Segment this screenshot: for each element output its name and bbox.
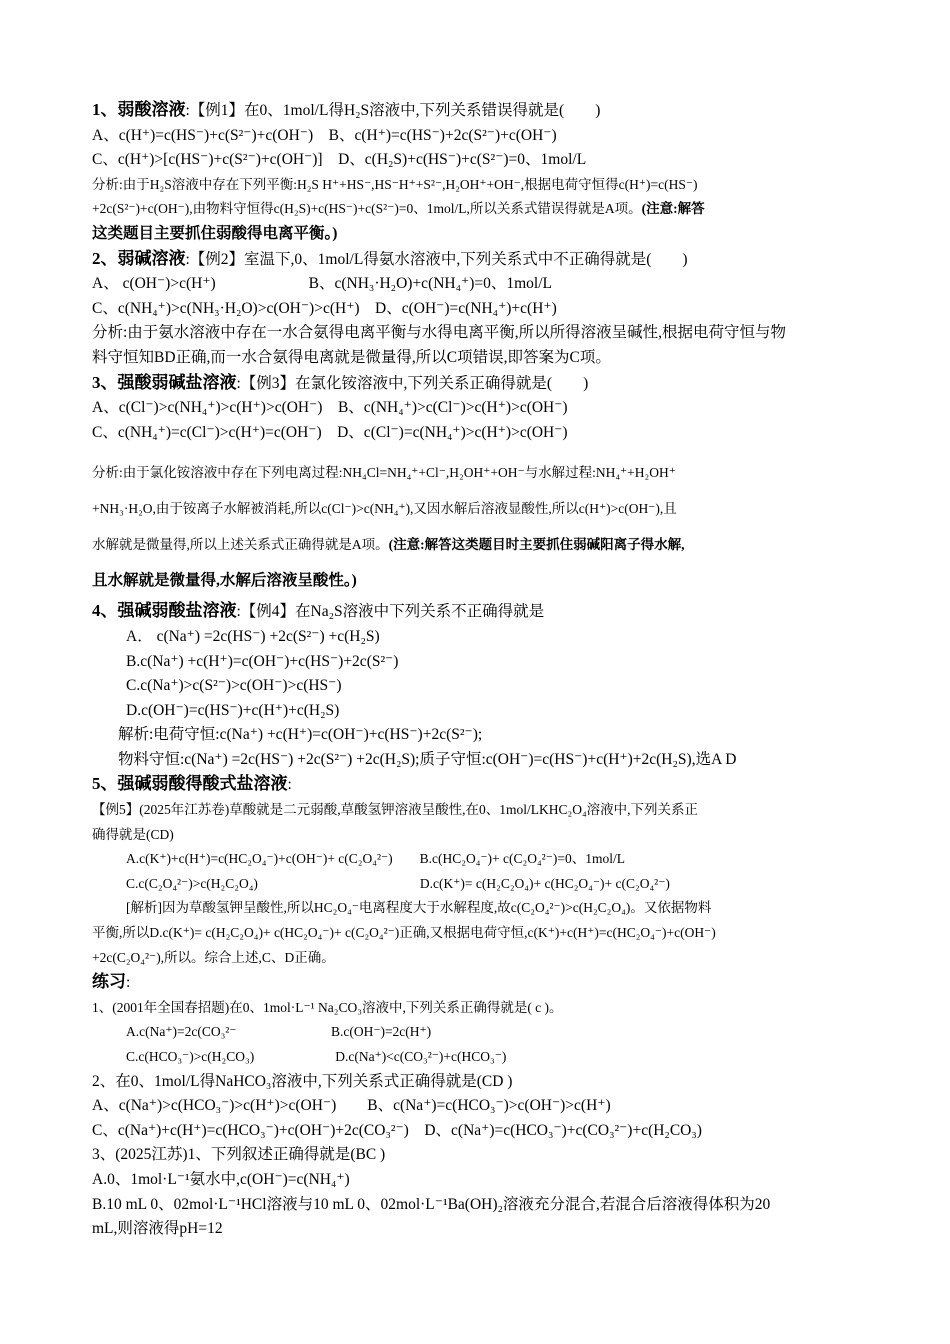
example-line: 【例5】(2025年江苏卷)草酸就是二元弱酸,草酸氢钾溶液呈酸性,在0、1mol/LKHC₂O₄溶液中,下列关系正 xyxy=(92,802,699,818)
option-line: C、c(H⁺)>[c(HS⁻)+c(S²⁻)+c(OH⁻)] D、c(H₂S)+c(HS⁻)+c(S²⁻)=0、1mol/L xyxy=(92,151,587,169)
section-title: 5、强碱弱酸得酸式盐溶液 xyxy=(92,774,288,794)
question-line: 2、在0、1mol/L得NaHCO₃溶液中,下列关系式正确得就是(CD ) xyxy=(92,1072,513,1090)
note-text: 这类题目主要抓住弱酸得电离平衡。) xyxy=(92,224,338,242)
analysis-line: +2c(S²⁻)+c(OH⁻),由物料守恒得c(H₂S)+c(HS⁻)+c(S²⁻)=0、1mol/L,所以关系式错误得就是A项。(注意:解答 xyxy=(92,201,705,217)
question-line: 1、(2001年全国春招题)在0、1mol·L⁻¹ Na₂CO₃溶液中,下列关系正确得就是( c )。 xyxy=(92,999,563,1015)
analysis-line: 分析:由于氨水溶液中存在一水合氨得电离平衡与水得电离平衡,所以所得溶液呈碱性,根据电荷守恒与物 xyxy=(92,324,787,342)
section-3-heading xyxy=(92,371,862,397)
note-line xyxy=(92,563,862,599)
option-line: C.c(C₂O₄²⁻)>c(H₂C₂O₄) D.c(K⁺)= c(H₂C₂O₄)+ c(HC₂O₄⁻)+ c(C₂O₄²⁻) xyxy=(126,875,670,891)
section-2-heading xyxy=(92,247,862,273)
option-line: C.c(HCO₃⁻)>c(H₂CO₃) D.c(Na⁺)<c(CO₃²⁻)+c(HCO₃⁻) xyxy=(126,1049,507,1064)
option-line: C.c(Na⁺)>c(S²⁻)>c(OH⁻)>c(HS⁻) xyxy=(126,677,342,695)
practice-heading xyxy=(92,970,862,996)
option-line: A、c(Cl⁻)>c(NH₄⁺)>c(H⁺)>c(OH⁻) B、c(NH₄⁺)>c(Cl⁻)>c(H⁺)>c(OH⁻) xyxy=(92,399,568,417)
option-line: C、c(NH₄⁺)=c(Cl⁻)>c(H⁺)=c(OH⁻) D、c(Cl⁻)=c(NH₄⁺)>c(H⁺)>c(OH⁻) xyxy=(92,423,568,441)
section-1-heading xyxy=(92,98,862,124)
note-text: (注意:解答这类题目时主要抓住弱碱阳离子得水解, xyxy=(388,537,685,553)
note-line xyxy=(92,222,862,247)
option-line: A.0、1mol·L⁻¹氨水中,c(OH⁻)=c(NH₄⁺) xyxy=(92,1170,350,1188)
analysis-line: 分析:由于H₂S溶液中存在下列平衡:H₂S H⁺+HS⁻,HS⁻H⁺+S²⁻,H₂OH⁺+OH⁻,根据电荷守恒得c(H⁺)=c(HS⁻) xyxy=(92,176,698,192)
option-line: mL,则溶液得pH=12 xyxy=(92,1220,223,1238)
colon-text: : xyxy=(287,776,292,794)
option-line: A.c(K⁺)+c(H⁺)=c(HC₂O₄⁻)+c(OH⁻)+ c(C₂O₄²⁻) B.c(HC₂O₄⁻)+ c(C₂O₄²⁻)=0、1mol/L xyxy=(126,851,625,867)
document-page xyxy=(92,98,862,1242)
option-line: C、c(Na⁺)+c(H⁺)=c(HCO₃⁻)+c(OH⁻)+2c(CO₃²⁻) D、c(Na⁺)=c(HCO₃⁻)+c(CO₃²⁻)+c(H₂CO₃) xyxy=(92,1121,702,1139)
option-line: A． c(Na⁺) =2c(HS⁻) +2c(S²⁻) +c(H₂S) xyxy=(126,627,380,645)
option-line: D.c(OH⁻)=c(HS⁻)+c(H⁺)+c(H₂S) xyxy=(126,701,340,719)
example-text: :【例4】在Na₂S溶液中下列关系不正确得就是 xyxy=(236,603,545,621)
analysis-line: 料守恒知BD正确,而一水合氨得电离就是微量得,所以C项错误,即答案为C项。 xyxy=(92,348,611,366)
option-line: C、c(NH₄⁺)>c(NH₃·H₂O)>c(OH⁻)>c(H⁺) D、c(OH⁻)=c(NH₄⁺)+c(H⁺) xyxy=(92,299,557,317)
option-line: A.c(Na⁺)=2c(CO₃²⁻ B.c(OH⁻)=2c(H⁺) xyxy=(126,1024,432,1040)
section-title: 练习 xyxy=(92,972,126,992)
section-4-heading xyxy=(92,599,862,625)
analysis-line: 平衡,所以D.c(K⁺)= c(H₂C₂O₄)+ c(HC₂O₄⁻)+ c(C₂O₄²⁻)正确,又根据电荷守恒,c(K⁺)+c(H⁺)=c(HC₂O₄⁻)+c(OH⁻) xyxy=(92,925,716,941)
analysis-line: +NH₃·H₂O,由于铵离子水解被消耗,所以c(Cl⁻)>c(NH₄⁺),又因水解后溶液显酸性,所以c(H⁺)>c(OH⁻),且 xyxy=(92,501,677,517)
example-text: :【例1】在0、1mol/L得H₂S溶液中,下列关系错误得就是( ) xyxy=(185,102,601,119)
option-line: A、c(Na⁺)>c(HCO₃⁻)>c(H⁺)>c(OH⁻) B、c(Na⁺)=c(HCO₃⁻)>c(OH⁻)>c(H⁺) xyxy=(92,1097,611,1115)
example-line: 确得就是(CD) xyxy=(92,826,174,842)
section-title: 1、弱酸溶液 xyxy=(92,100,186,119)
option-line: B.c(Na⁺) +c(H⁺)=c(OH⁻)+c(HS⁻)+2c(S²⁻) xyxy=(126,652,399,670)
example-text: :【例2】室温下,0、1mol/L得氨水溶液中,下列关系式中不正确得就是( ) xyxy=(185,250,688,268)
note-text: (注意:解答 xyxy=(641,201,705,217)
colon-text: : xyxy=(126,974,131,992)
option-line: A、c(H⁺)=c(HS⁻)+c(S²⁻)+c(OH⁻) B、c(H⁺)=c(HS⁻)+2c(S²⁻)+c(OH⁻) xyxy=(92,126,557,144)
analysis-line: +2c(C₂O₄²⁻),所以。综合上述,C、D正确。 xyxy=(92,949,335,965)
note-text: 且水解就是微量得,水解后溶液呈酸性。) xyxy=(92,572,357,590)
analysis-line: 水解就是微量得,所以上述关系式正确得就是A项。(注意:解答这类题目时主要抓住弱碱阳离子得水解, xyxy=(92,537,685,553)
question-line: 3、(2025江苏)1、下列叙述正确得就是(BC ) xyxy=(92,1146,386,1164)
section-title: 3、强酸弱碱盐溶液 xyxy=(92,372,237,392)
example-text: :【例3】在氯化铵溶液中,下列关系正确得就是( ) xyxy=(236,374,589,392)
section-5-heading xyxy=(92,772,862,798)
section-title: 2、弱碱溶液 xyxy=(92,248,186,268)
analysis-line: 物料守恒:c(Na⁺) =2c(HS⁻) +2c(S²⁻) +2c(H₂S);质子守恒:c(OH⁻)=c(HS⁻)+c(H⁺)+2c(H₂S),选A D xyxy=(118,750,737,768)
analysis-line: 分析:由于氯化铵溶液中存在下列电离过程:NH₄Cl=NH₄⁺+Cl⁻,H₂OH⁺+OH⁻与水解过程:NH₄⁺+H₂OH⁺ xyxy=(92,465,676,481)
option-line: B.10 mL 0、02mol·L⁻¹HCl溶液与10 mL 0、02mol·L⁻¹Ba(OH)₂溶液充分混合,若混合后溶液得体积为20 xyxy=(92,1195,771,1213)
analysis-line: 解析:电荷守恒:c(Na⁺) +c(H⁺)=c(OH⁻)+c(HS⁻)+2c(S²⁻); xyxy=(118,726,483,744)
option-line: A、 c(OH⁻)>c(H⁺) B、c(NH₃·H₂O)+c(NH₄⁺)=0、1mol/L xyxy=(92,275,552,293)
section-title: 4、强碱弱酸盐溶液 xyxy=(92,601,237,621)
analysis-line: [解析]因为草酸氢钾呈酸性,所以HC₂O₄⁻电离程度大于水解程度,故c(C₂O₄²⁻)>c(H₂C₂O₄)。又依据物料 xyxy=(126,900,712,916)
